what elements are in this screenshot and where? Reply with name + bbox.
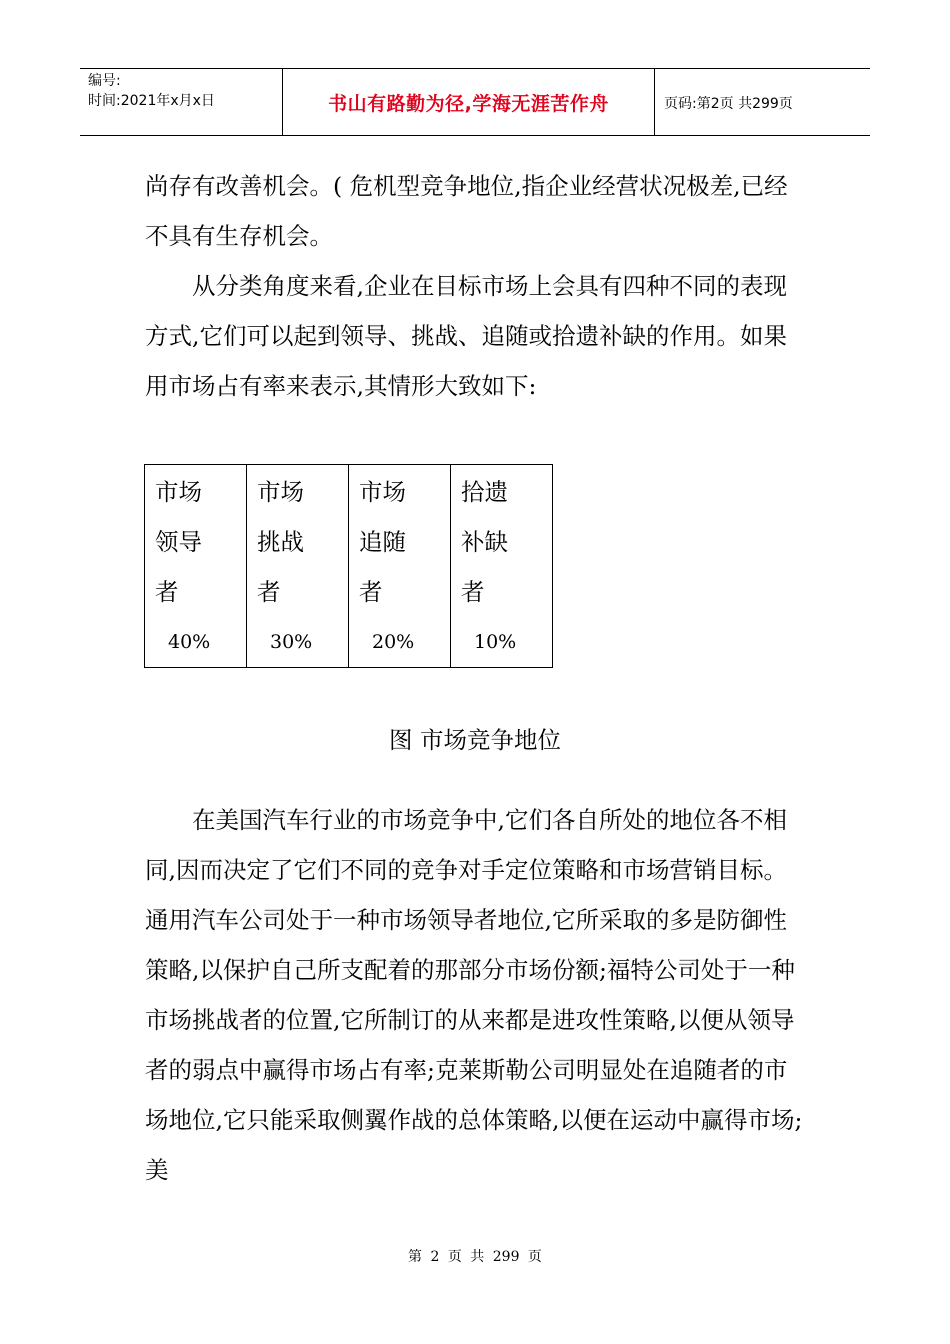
market-position-table [144, 464, 553, 668]
header-page-info: 页码:第2页 共299页 [664, 96, 793, 112]
page-header [80, 68, 870, 136]
cell-share: 10% [474, 631, 517, 653]
paragraph: 在美国汽车行业的市场竞争中,它们各自所处的地位各不相同,因而决定了它们不同的竞争对手定位策略和市场营销目标。通用汽车公司处于一种市场领导者地位,它所采取的多是防御性策略,以保护自己所支配着的那部分市场份额;福特公司处于一种市场挑战者的位置,它所制订的从来都是进攻性策略,以便从领导者的弱点中赢得市场占有率;克莱斯勒公司明显处在追随者的市场地位,它只能采取侧翼作战的总体策略,以便在运动中赢得市场;美 [145, 806, 803, 1184]
cell-share: 20% [372, 631, 415, 653]
paragraph: 尚存有改善机会。( 危机型竞争地位,指企业经营状况极差,已经不具有生存机会。 [145, 172, 788, 250]
body-text-bottom [145, 795, 810, 1195]
header-meta [88, 71, 215, 111]
table-cell-nicher [451, 465, 553, 668]
cell-share: 30% [270, 631, 313, 653]
document-time-label: 时间:2021年x月x日 [88, 93, 215, 109]
document-number-label: 编号: [88, 73, 121, 89]
cell-label: 市场领导者 [155, 478, 202, 606]
header-motto: 书山有路勤为径,学海无涯苦作舟 [328, 93, 609, 115]
table-cell-follower [349, 465, 451, 668]
cell-label: 市场挑战者 [257, 478, 304, 606]
table-cell-leader [145, 465, 247, 668]
paragraph: 从分类角度来看,企业在目标市场上会具有四种不同的表现方式,它们可以起到领导、挑战、追随或拾遗补缺的作用。如果用市场占有率来表示,其情形大致如下: [145, 272, 787, 400]
header-divider [654, 69, 655, 135]
figure-caption: 图 市场竞争地位 [389, 726, 561, 754]
cell-share: 40% [168, 631, 211, 653]
body-text-top [145, 161, 810, 411]
cell-label: 市场追随者 [359, 478, 406, 606]
table-cell-challenger [247, 465, 349, 668]
table-row [145, 465, 553, 668]
page-footer: 第 2 页 共 299 页 [408, 1249, 542, 1265]
cell-label: 拾遗补缺者 [461, 478, 508, 606]
